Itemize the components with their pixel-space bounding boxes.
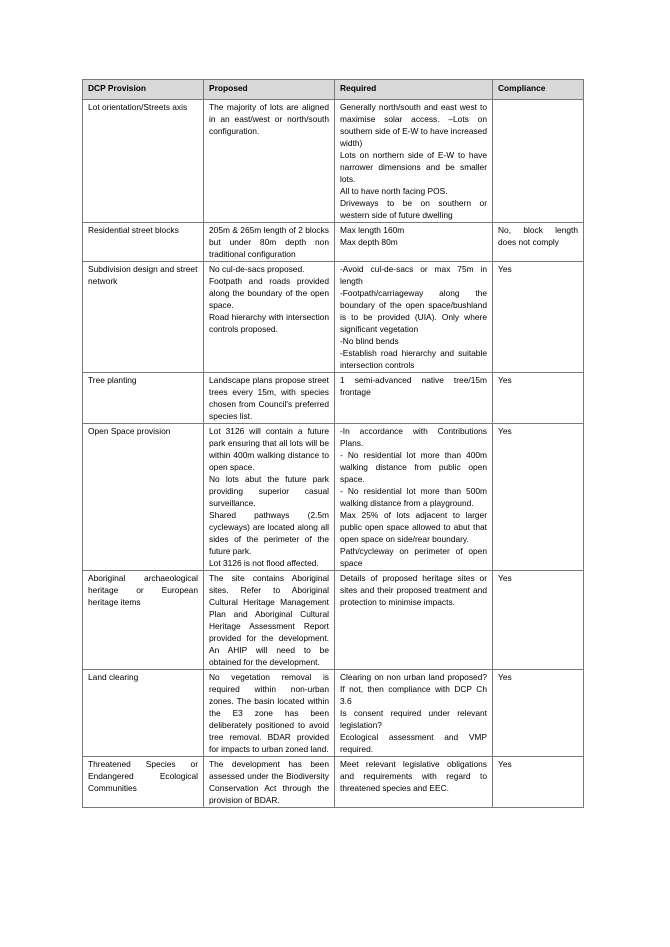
required-cell: [335, 262, 493, 373]
required-line: Max length 160m: [340, 225, 405, 235]
required-line: -Avoid cul-de-sacs or max 75m in length: [340, 264, 487, 286]
required-cell: [335, 223, 493, 262]
proposed-cell: [204, 670, 335, 757]
table-row: [83, 223, 584, 262]
table-row: [83, 262, 584, 373]
compliance-cell: [493, 100, 584, 223]
proposed-line: Road hierarchy with intersection controls proposed.: [209, 312, 329, 334]
proposed-cell: [204, 262, 335, 373]
proposed-line: No vegetation removal is required within non-urban zones. The basin located within the E3 zone has been deliberately positioned to avoid tree removal. BDAR provided for impacts to urban zoned land.: [209, 672, 329, 754]
required-line: Meet relevant legislative obligations and requirements with regard to threatened species and EEC.: [340, 759, 487, 793]
provision-cell: Lot orientation/Streets axis: [83, 100, 204, 223]
required-line: All to have north facing POS.: [340, 186, 448, 196]
required-cell: [335, 373, 493, 424]
required-line: Max 25% of lots adjacent to larger public open space allowed to abut that open space on side/rear boundary.: [340, 510, 487, 544]
compliance-cell: Yes: [493, 757, 584, 808]
table-row: [83, 670, 584, 757]
proposed-cell: [204, 757, 335, 808]
proposed-line: Lot 3126 is not flood affected.: [209, 558, 319, 568]
proposed-cell: [204, 373, 335, 424]
required-line: -Footpath/carriageway along the boundary of the open space/bushland is to be provided (UIA). Only where significant vegetation: [340, 288, 487, 334]
proposed-line: Footpath and roads provided along the boundary of the open space.: [209, 276, 329, 310]
required-line: Is consent required under relevant legislation?: [340, 708, 487, 730]
compliance-cell: Yes: [493, 670, 584, 757]
required-line: - No residential lot more than 400m walking distance from public open space.: [340, 450, 487, 484]
required-cell: [335, 757, 493, 808]
required-line: Details of proposed heritage sites or sites and their proposed treatment and protection to minimise impacts.: [340, 573, 487, 607]
required-cell: [335, 670, 493, 757]
compliance-cell: Yes: [493, 571, 584, 670]
proposed-line: The majority of lots are aligned in an east/west or north/south configuration.: [209, 102, 329, 136]
provision-cell: Residential street blocks: [83, 223, 204, 262]
required-line: -No blind bends: [340, 336, 399, 346]
required-cell: [335, 100, 493, 223]
table-header-row: [83, 80, 584, 100]
required-line: Lots on northern side of E-W to have narrower dimensions and be smaller lots.: [340, 150, 487, 184]
header-required: Required: [335, 80, 493, 100]
header-dcp-provision: DCP Provision: [83, 80, 204, 100]
compliance-cell: No, block length does not comply: [493, 223, 584, 262]
required-line: 1 semi-advanced native tree/15m frontage: [340, 375, 487, 397]
table-row: [83, 373, 584, 424]
required-line: Clearing on non urban land proposed? If not, then compliance with DCP Ch 3.6: [340, 672, 487, 706]
proposed-cell: [204, 571, 335, 670]
dcp-compliance-table: [82, 79, 584, 808]
required-line: -Establish road hierarchy and suitable intersection controls: [340, 348, 487, 370]
table-row: [83, 757, 584, 808]
proposed-cell: [204, 223, 335, 262]
table-row: [83, 424, 584, 571]
provision-cell: Aboriginal archaeological heritage or European heritage items: [83, 571, 204, 670]
compliance-cell: Yes: [493, 424, 584, 571]
proposed-cell: [204, 424, 335, 571]
header-proposed: Proposed: [204, 80, 335, 100]
proposed-line: The site contains Aboriginal sites. Refer to Aboriginal Cultural Heritage Management Plan and Aboriginal Cultural Heritage Assessment Report provided for the development. An AHIP will need to be obtained for the development.: [209, 573, 329, 667]
provision-cell: Land clearing: [83, 670, 204, 757]
required-line: Path/cycleway on perimeter of open space: [340, 546, 487, 568]
required-line: Ecological assessment and VMP required.: [340, 732, 487, 754]
provision-cell: Tree planting: [83, 373, 204, 424]
required-line: - No residential lot more than 500m walking distance from a playground.: [340, 486, 487, 508]
required-cell: [335, 424, 493, 571]
proposed-line: No lots abut the future park providing superior casual surveillance.: [209, 474, 329, 508]
proposed-line: Lot 3126 will contain a future park ensuring that all lots will be within 400m walking distance to open space.: [209, 426, 329, 472]
required-cell: [335, 571, 493, 670]
required-line: Driveways to be on southern or western side of future dwelling: [340, 198, 487, 220]
proposed-cell: [204, 100, 335, 223]
required-line: -In accordance with Contributions Plans.: [340, 426, 487, 448]
compliance-cell: Yes: [493, 262, 584, 373]
required-line: Max depth 80m: [340, 237, 398, 247]
table-row: [83, 100, 584, 223]
provision-cell: Open Space provision: [83, 424, 204, 571]
proposed-line: No cul-de-sacs proposed.: [209, 264, 305, 274]
proposed-line: The development has been assessed under the Biodiversity Conservation Act through the provision of BDAR.: [209, 759, 329, 805]
required-line: Generally north/south and east west to maximise solar access. –Lots on southern side of E-W to have increased width): [340, 102, 487, 148]
header-compliance: Compliance: [493, 80, 584, 100]
provision-cell: Subdivision design and street network: [83, 262, 204, 373]
provision-cell: Threatened Species or Endangered Ecological Communities: [83, 757, 204, 808]
proposed-line: Landscape plans propose street trees every 15m, with species chosen from Council's preferred species list.: [209, 375, 329, 421]
table-row: [83, 571, 584, 670]
proposed-line: Shared pathways (2.5m cycleways) are located along all sides of the perimeter of the future park.: [209, 510, 329, 556]
proposed-line: 205m & 265m length of 2 blocks but under 80m depth non traditional configuration: [209, 225, 329, 259]
compliance-cell: Yes: [493, 373, 584, 424]
